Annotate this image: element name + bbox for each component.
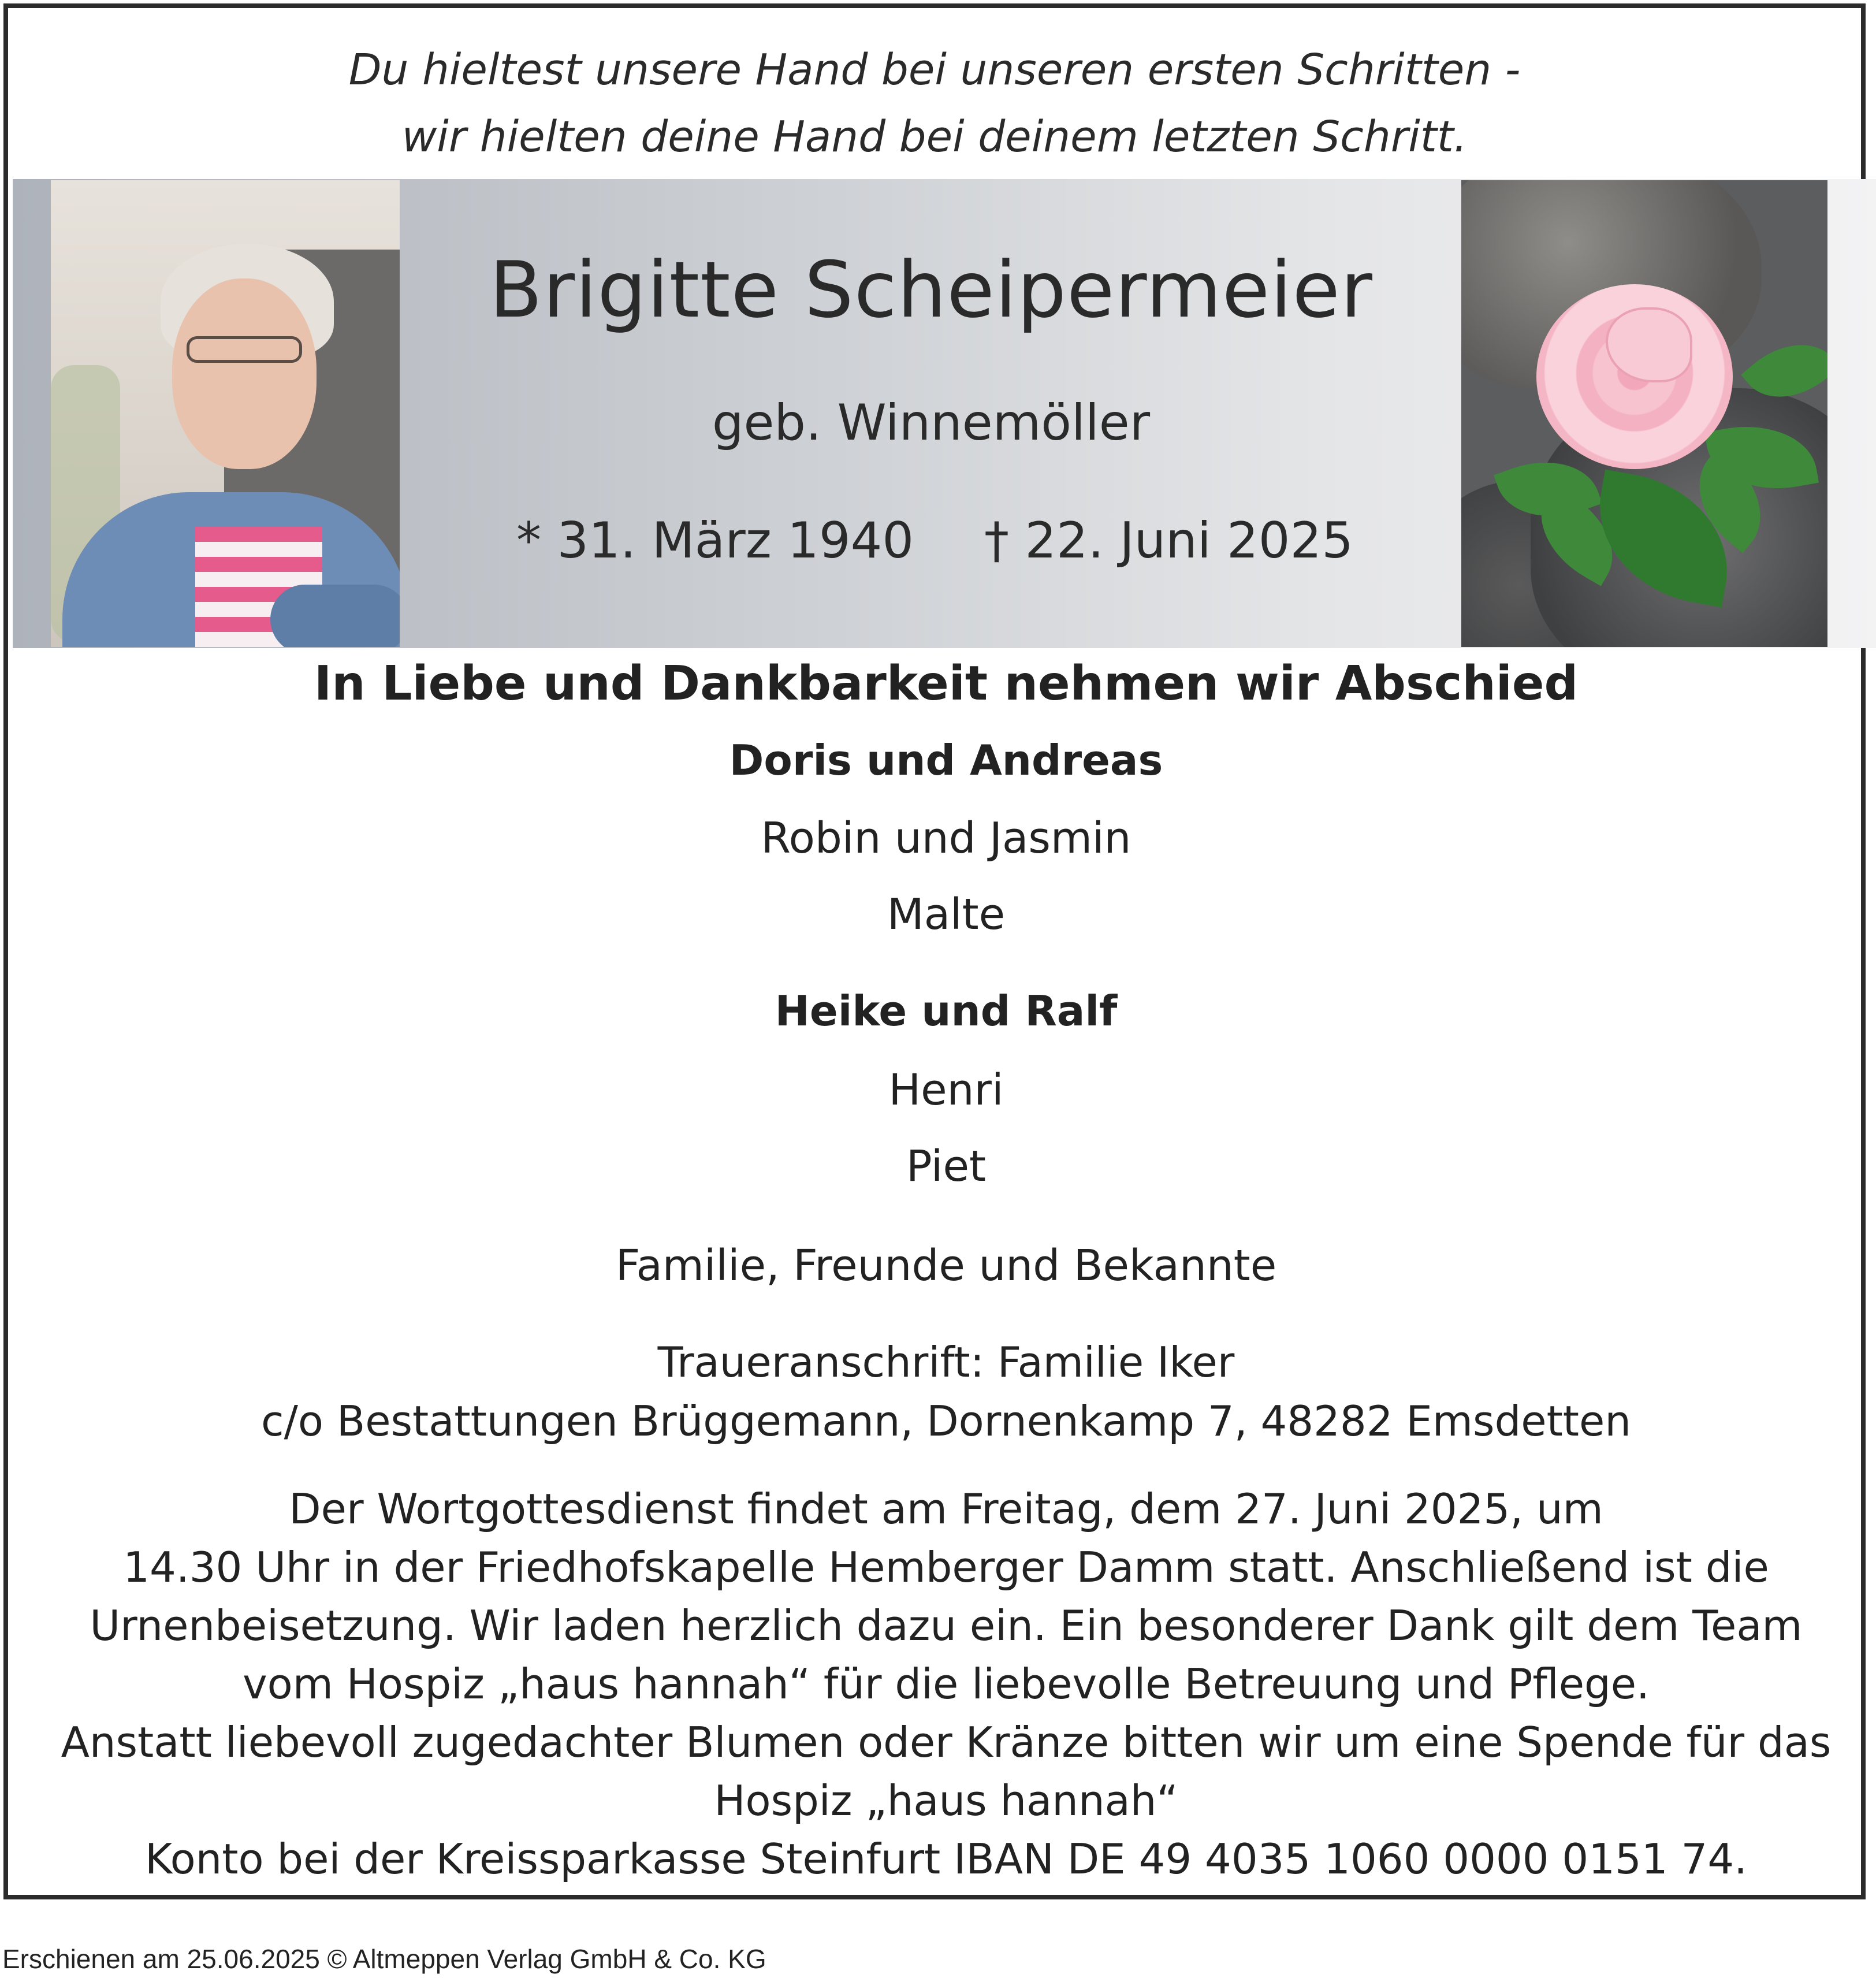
bank-account-line: Konto bei der Kreissparkasse Steinfurt IBAN DE 49 4035 1060 0000 0151 74. (144, 1835, 1748, 1883)
address-line-2: c/o Bestattungen Brüggemann, Dornenkamp 7, 48282 Emsdetten (261, 1397, 1631, 1445)
deceased-name: Brigitte Scheipermeier (489, 245, 1373, 335)
family-group-2-member: Piet (906, 1142, 987, 1191)
notice-line: Der Wortgottesdienst findet am Freitag, dem 27. Juni 2025, um (289, 1485, 1603, 1533)
death-date: † 22. Juni 2025 (984, 512, 1353, 570)
family-group-2-member: Henri (888, 1065, 1004, 1115)
birth-date: * 31. März 1940 (516, 512, 914, 570)
verse-line-2: wir hielten deine Hand bei deinem letzten Schritt. (401, 112, 1468, 162)
family-group-2-lead: Heike und Ralf (775, 987, 1118, 1035)
notice-line: Hospiz „haus hannah“ (714, 1776, 1178, 1825)
family-others: Familie, Freunde und Bekannte (615, 1241, 1277, 1291)
publication-footer: Erschienen am 25.06.2025 © Altmeppen Verlag GmbH & Co. KG (2, 1944, 766, 1974)
obituary-frame (3, 3, 1866, 1899)
verse-line-1: Du hieltest unsere Hand bei unseren ersten Schritten - (348, 45, 1521, 95)
family-group-1-member: Robin und Jasmin (761, 813, 1131, 863)
notice-line: Anstatt liebevoll zugedachter Blumen oder Kränze bitten wir um eine Spende für das (61, 1718, 1832, 1767)
address-line-1: Traueranschrift: Familie Iker (657, 1338, 1235, 1386)
family-group-1-member: Malte (887, 890, 1006, 939)
portrait-photo (51, 180, 400, 647)
notice-line: Urnenbeisetzung. Wir laden herzlich dazu ein. Ein besonderer Dank gilt dem Team (90, 1601, 1803, 1650)
rose-on-stone-image (1461, 180, 1827, 647)
family-group-1-lead: Doris und Andreas (729, 736, 1163, 784)
notice-line: vom Hospiz „haus hannah“ für die liebevolle Betreuung und Pflege. (243, 1660, 1650, 1708)
farewell-heading: In Liebe und Dankbarkeit nehmen wir Abschied (314, 656, 1579, 711)
birth-name: geb. Winnemöller (712, 394, 1151, 452)
notice-line: 14.30 Uhr in der Friedhofskapelle Hemberger Damm statt. Anschließend ist die (123, 1543, 1769, 1592)
